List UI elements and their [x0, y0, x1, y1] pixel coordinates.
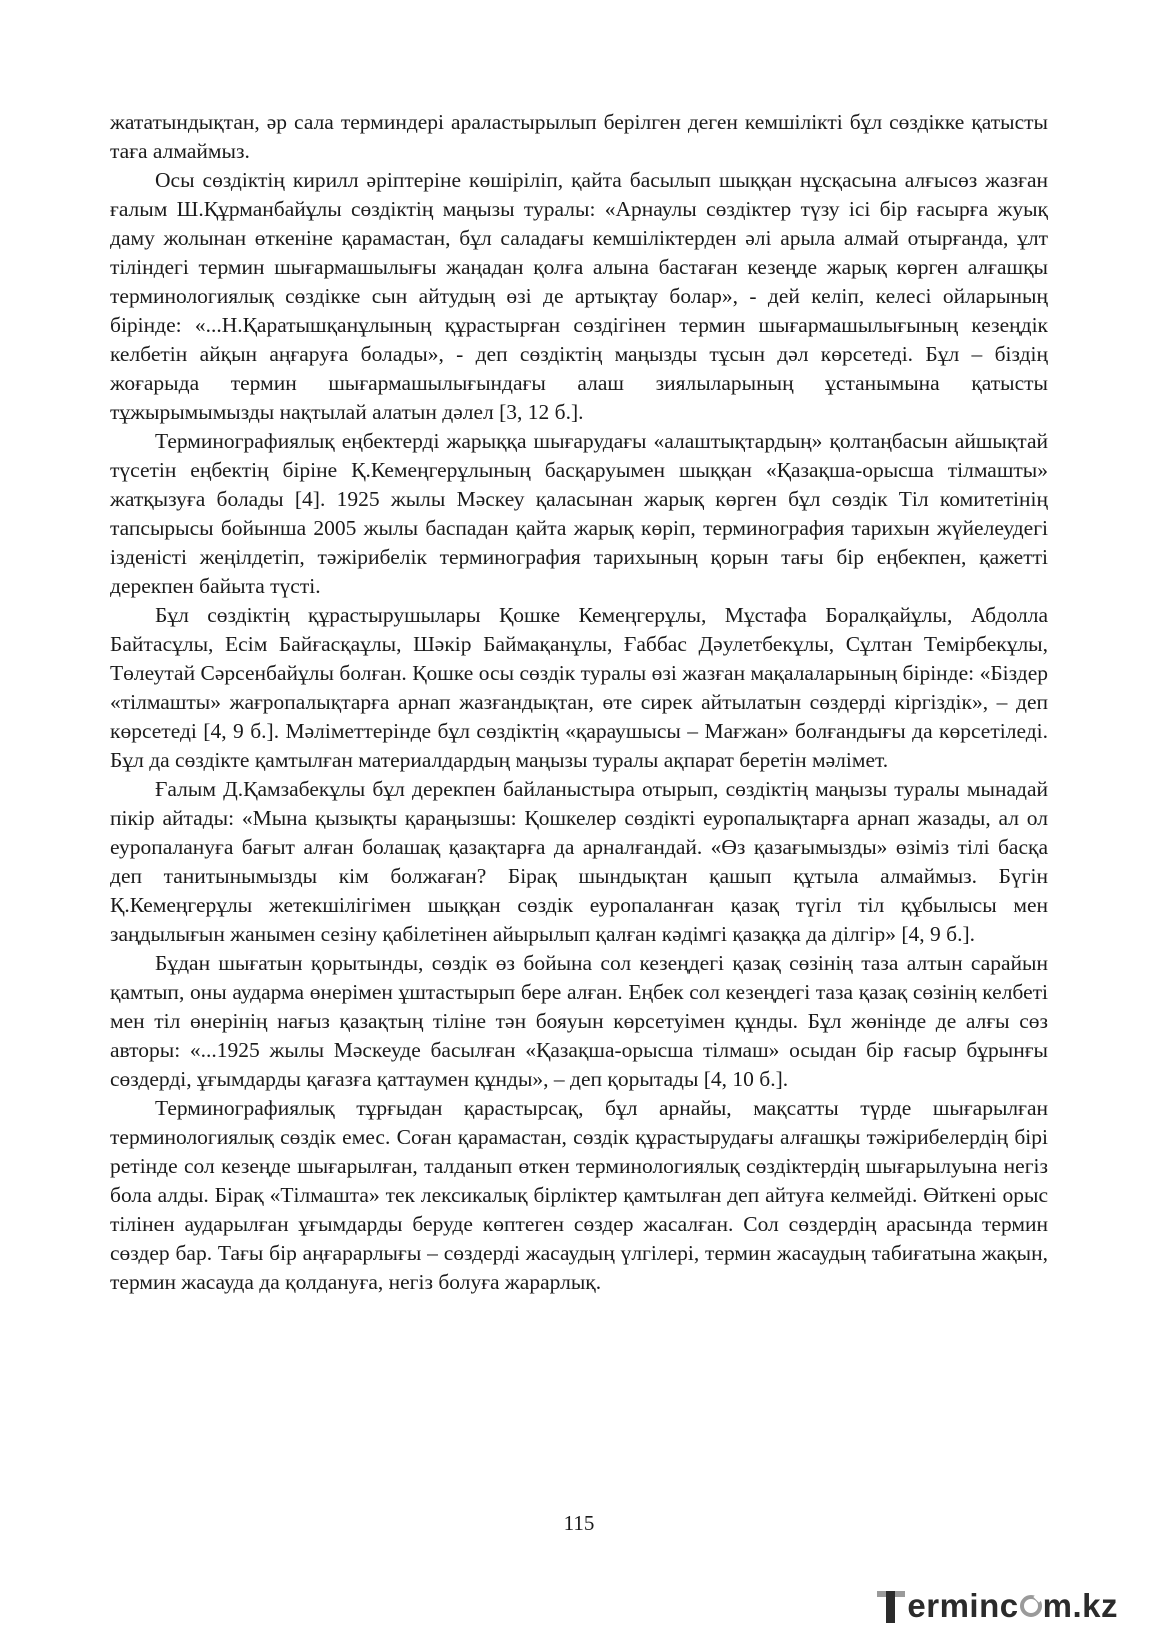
logo-text-middle: c	[999, 1587, 1019, 1624]
logo-ring-icon	[1020, 1595, 1042, 1617]
paragraph-4: Бұл сөздіктің құрастырушылары Қошке Кемеңгерұлы, Мұстафа Боралқайұлы, Абдолла Байтасұлы, Есім Байғасқаұлы, Шәкір Баймақанұлы, Ғаббас Дәулетбекұлы, Сұлтан Темірбекұлы, Төлеутай Сәрсенбайұлы болған. Қошке осы сөздік туралы өзі жазған мақалаларының бірінде: «Біздер «тілмашты» жағропалықтарға арнап жазғандықтан, өте сирек айтылатын сөздерді кіргіздік», – деп көрсетеді [4, 9 б.]. Мәліметтерінде бұл сөздіктің «қараушысы – Мағжан» болғандығы да көрсетіледі. Бұл да сөздікте қамтылған материалдардың маңызы туралы ақпарат беретін мәлімет.	[110, 603, 1048, 772]
paragraph-5: Ғалым Д.Қамзабекұлы бұл дерекпен байланыстыра отырып, сөздіктің маңызы туралы мынадай пікір айтады: «Мына қызықты қараңызшы: Қошкелер сөздікті еуропалықтарға арнап жазады, ал ол еуропалануға бағыт алған болашақ қазақтарға да арналғандай. «Өз қазағымызды» өзіміз тілі басқа деп танитынымызды кім болжаған? Бірақ шындықтан қашып құтыла алмаймыз. Бүгін Қ.Кемеңгерұлы жетекшілігімен шыққан сөздік еуропаланған қазақ түгіл тіл құбылысы мен заңдылығын жанымен сезіну қабілетінен айырылып қалған кәдімгі қазаққа да ділгір» [4, 9 б.].	[110, 777, 1048, 946]
paragraph-3: Терминографиялық еңбектерді жарыққа шығарудағы «алаштықтардың» қолтаңбасын айшықтай түсетін еңбектің біріне Қ.Кемеңгерұлының басқаруымен шыққан «Қазақша-орысша тілмашты» жатқызуға болады [4]. 1925 жылы Мәскеу қаласынан жарық көрген бұл сөздік Тіл комитетінің тапсырысы бойынша 2005 жылы баспадан қайта жарық көріп, терминография тарихын жүйелеудегі ізденісті жеңілдетіп, тәжірибелік терминография тарихының қорын тағы бір еңбекпен, қажетті дерекпен байыта түсті.	[110, 429, 1048, 598]
termincom-watermark-logo	[877, 1585, 1118, 1627]
paragraph-7: Терминографиялық тұрғыдан қарастырсақ, бұл арнайы, мақсатты түрде шығарылған терминологиялық сөздік емес. Соған қарамастан, сөздік құрастырудағы алғашқы тәжірибелердің бірі ретінде сол кезеңде шығарылған, талданып өткен терминологиялық сөздіктердің шығарылуына негіз бола алды. Бірақ «Тілмашта» тек лексикалық бірліктер қамтылған деп айтуға келмейді. Өйткені орыс тілінен аударылған ұғымдарды беруде көптеген сөздер жасалған. Сол сөздердің арасында термин сөздер бар. Тағы бір аңғарарлығы – сөздерді жасаудың үлгілері, термин жасаудың табиғатына жақын, термин жасауда да қолдануға, негіз болуға жарарлық.	[110, 1096, 1048, 1294]
page-number: 115	[563, 1511, 595, 1535]
paragraph-2: Осы сөздіктің кирилл әріптеріне көшіріліп, қайта басылып шыққан нұсқасына алғысөз жазған ғалым Ш.Құрманбайұлы сөздіктің маңызы туралы: «Арнаулы сөздіктер түзу ісі бір ғасырға жуық даму жолынан өткеніне қарамастан, бұл саладағы кемшіліктерден әлі арыла алмай отырғанда, ұлт тіліндегі термин шығармашылығы жаңадан қолға алына бастаған кезеңде жарық көрген алғашқы терминологиялық сөздікке сын айтудың өзі де артықтау болар», - дей келіп, келесі ойларының бірінде: «...Н.Қаратышқанұлының құрастырған сөздігінен термин шығармашылығының кезеңдік келбетін айқын аңғаруға болады», - деп сөздіктің маңызды тұсын дәл көрсетеді. Бұл – біздің жоғарыда термин шығармашылығындағы алаш зиялыларының ұстанымына қатысты тұжырымымызды нақтылай алатын дәлел [3, 12 б.].	[110, 168, 1048, 424]
document-body	[110, 108, 1048, 1297]
paragraph-6: Бұдан шығатын қорытынды, сөздік өз бойына сол кезеңдегі қазақ сөзінің таза алтын сарайын қамтып, оны аударма өнерімен ұштастырып бере алған. Еңбек сол кезеңдегі таза қазақ сөзінің келбеті мен тіл өнерінің нағыз қазақтың тіліне тән бояуын көрсетуімен құнды. Бұл жөнінде де алғы сөз авторы: «...1925 жылы Мәскеуде басылған «Қазақша-орысша тілмаш» осыдан бір ғасыр бұрынғы сөздерді, ұғымдарды қағазға қаттаумен құнды», – деп қорытады [4, 10 б.].	[110, 951, 1048, 1091]
logo-t-glyph-icon	[877, 1589, 905, 1623]
paragraph-1: жататындықтан, әр сала терминдері араластырылып берілген деген кемшілікті бұл сөздікке қатысты таға алмаймыз.	[110, 110, 1048, 163]
logo-text-end: m.kz	[1042, 1587, 1118, 1624]
logo-text-start: ermin	[907, 1587, 1000, 1624]
